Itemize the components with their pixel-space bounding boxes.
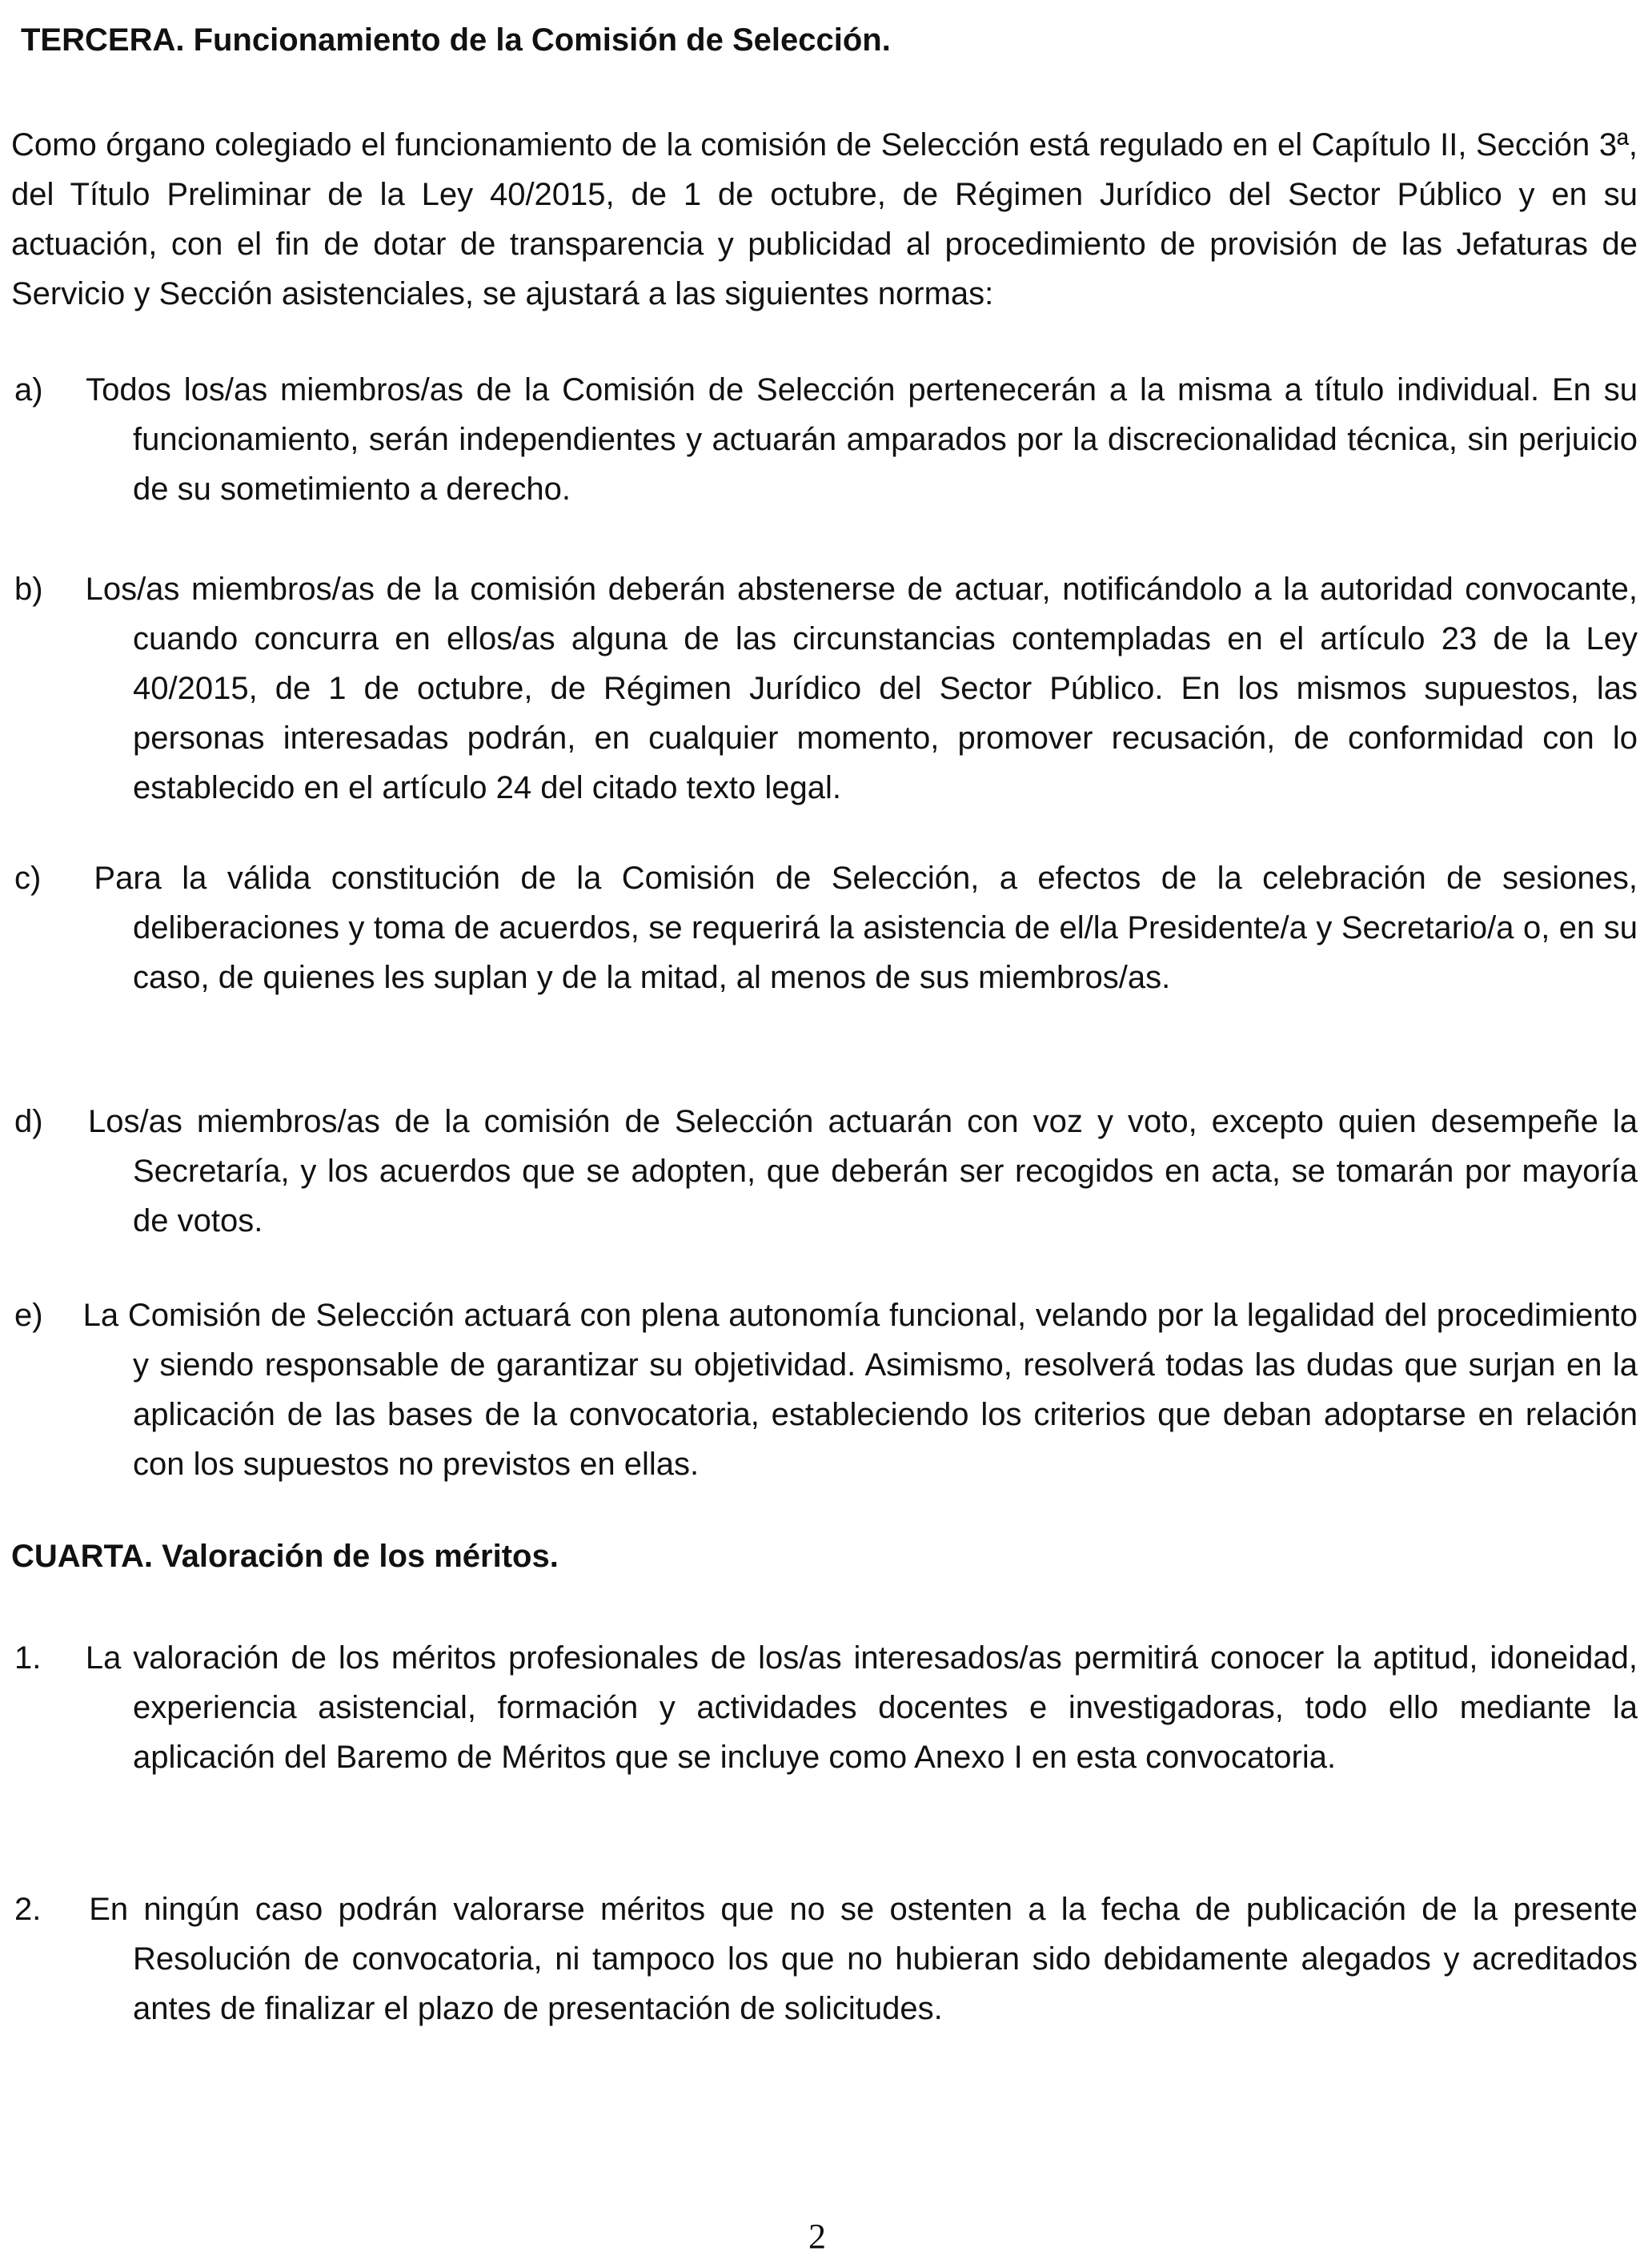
list-item-text: La valoración de los méritos profesionales de los/as interesados/as permitirá conocer la aptitud, idoneidad, experiencia asistencial, formación y actividades docentes e investigadoras, todo ello mediante la aplicación del Baremo de Méritos que se incluye como Anexo I en esta convocatoria. [85,1640,1638,1775]
list-item-c: c) Para la válida constitución de la Comisión de Selección, a efectos de la celebración de sesiones, deliberaciones y toma de acuerdos, se requerirá la asistencia de el/la Presidente/a y Secretario/a o, en su caso, de quienes les suplan y de la mitad, al menos de sus miembros/as. [14,861,1638,995]
list-item-text: En ningún caso podrán valorarse méritos que no se ostenten a la fecha de publicación de la presente Resolución de convocatoria, ni tampoco los que no hubieran sido debidamente alegados y acreditados antes de finalizar el plazo de presentación de solicitudes. [89,1892,1638,2026]
list-item-e: e) La Comisión de Selección actuará con plena autonomía funcional, velando por la legalidad del procedimiento y siendo responsable de garantizar su objetividad. Asimismo, resolverá todas las dudas que surjan en la aplicación de las bases de la convocatoria, estableciendo los criterios que deban adoptarse en relación con los supuestos no previstos en ellas. [14,1298,1638,1482]
section-heading-tercera: TERCERA. Funcionamiento de la Comisión de Selección. [21,22,891,58]
page-number: 2 [808,2217,826,2256]
list-item-text: La Comisión de Selección actuará con plena autonomía funcional, velando por la legalidad del procedimiento y siendo responsable de garantizar su objetividad. Asimismo, resolverá todas las dudas que surjan en la aplicación de las bases de la convocatoria, estableciendo los criterios que deban adoptarse en relación con los supuestos no previstos en ellas. [82,1298,1638,1482]
list-item-text: Para la válida constitución de la Comisión de Selección, a efectos de la celebración de sesiones, deliberaciones y toma de acuerdos, se requerirá la asistencia de el/la Presidente/a y Secretario/a o, en su caso, de quienes les suplan y de la mitad, al menos de sus miembros/as. [94,861,1638,995]
list-item-b: b) Los/as miembros/as de la comisión deberán abstenerse de actuar, notificándolo a la autoridad convocante, cuando concurra en ellos/as alguna de las circunstancias contempladas en el artículo 23 de la Ley 40/2015, de 1 de octubre, de Régimen Jurídico del Sector Público. En los mismos supuestos, las personas interesadas podrán, en cualquier momento, promover recusación, de conformidad con lo establecido en el artículo 24 del citado texto legal. [14,572,1638,805]
list-item-1: 1. La valoración de los méritos profesionales de los/as interesados/as permitirá conocer la aptitud, idoneidad, experiencia asistencial, formación y actividades docentes e investigadoras, todo ello mediante la aplicación del Baremo de Méritos que se incluye como Anexo I en esta convocatoria. [14,1640,1638,1775]
list-item-text: Los/as miembros/as de la comisión deberán abstenerse de actuar, notificándolo a la autoridad convocante, cuando concurra en ellos/as alguna de las circunstancias contempladas en el artículo 23 de la Ley 40/2015, de 1 de octubre, de Régimen Jurídico del Sector Público. En los mismos supuestos, las personas interesadas podrán, en cualquier momento, promover recusación, de conformidad con lo establecido en el artículo 24 del citado texto legal. [85,572,1638,805]
intro-paragraph: Como órgano colegiado el funcionamiento de la comisión de Selección está regulado en el Capítulo II, Sección 3ª, del Título Preliminar de la Ley 40/2015, de 1 de octubre, de Régimen Jurídico del Sector Público y en su actuación, con el fin de dotar de transparencia y publicidad al procedimiento de provisión de las Jefaturas de Servicio y Sección asistenciales, se ajustará a las siguientes normas: [11,127,1638,311]
list-item-text: Los/as miembros/as de la comisión de Selección actuarán con voz y voto, excepto quien desempeñe la Secretaría, y los acuerdos que se adopten, que deberán ser recogidos en acta, se tomarán por mayoría de votos. [88,1104,1638,1238]
list-item-a: a) Todos los/as miembros/as de la Comisión de Selección pertenecerán a la misma a título individual. En su funcionamiento, serán independientes y actuarán amparados por la discrecionalidad técnica, sin perjuicio de su sometimiento a derecho. [14,372,1638,507]
list-item-text: Todos los/as miembros/as de la Comisión de Selección pertenecerán a la misma a título individual. En su funcionamiento, serán independientes y actuarán amparados por la discrecionalidad técnica, sin perjuicio de su sometimiento a derecho. [86,372,1638,507]
list-item-2: 2. En ningún caso podrán valorarse méritos que no se ostenten a la fecha de publicación de la presente Resolución de convocatoria, ni tampoco los que no hubieran sido debidamente alegados y acreditados antes de finalizar el plazo de presentación de solicitudes. [14,1892,1638,2026]
section-heading-cuarta: CUARTA. Valoración de los méritos. [11,1539,559,1574]
list-item-d: d) Los/as miembros/as de la comisión de Selección actuarán con voz y voto, excepto quien desempeñe la Secretaría, y los acuerdos que se adopten, que deberán ser recogidos en acta, se tomarán por mayoría de votos. [14,1104,1638,1238]
